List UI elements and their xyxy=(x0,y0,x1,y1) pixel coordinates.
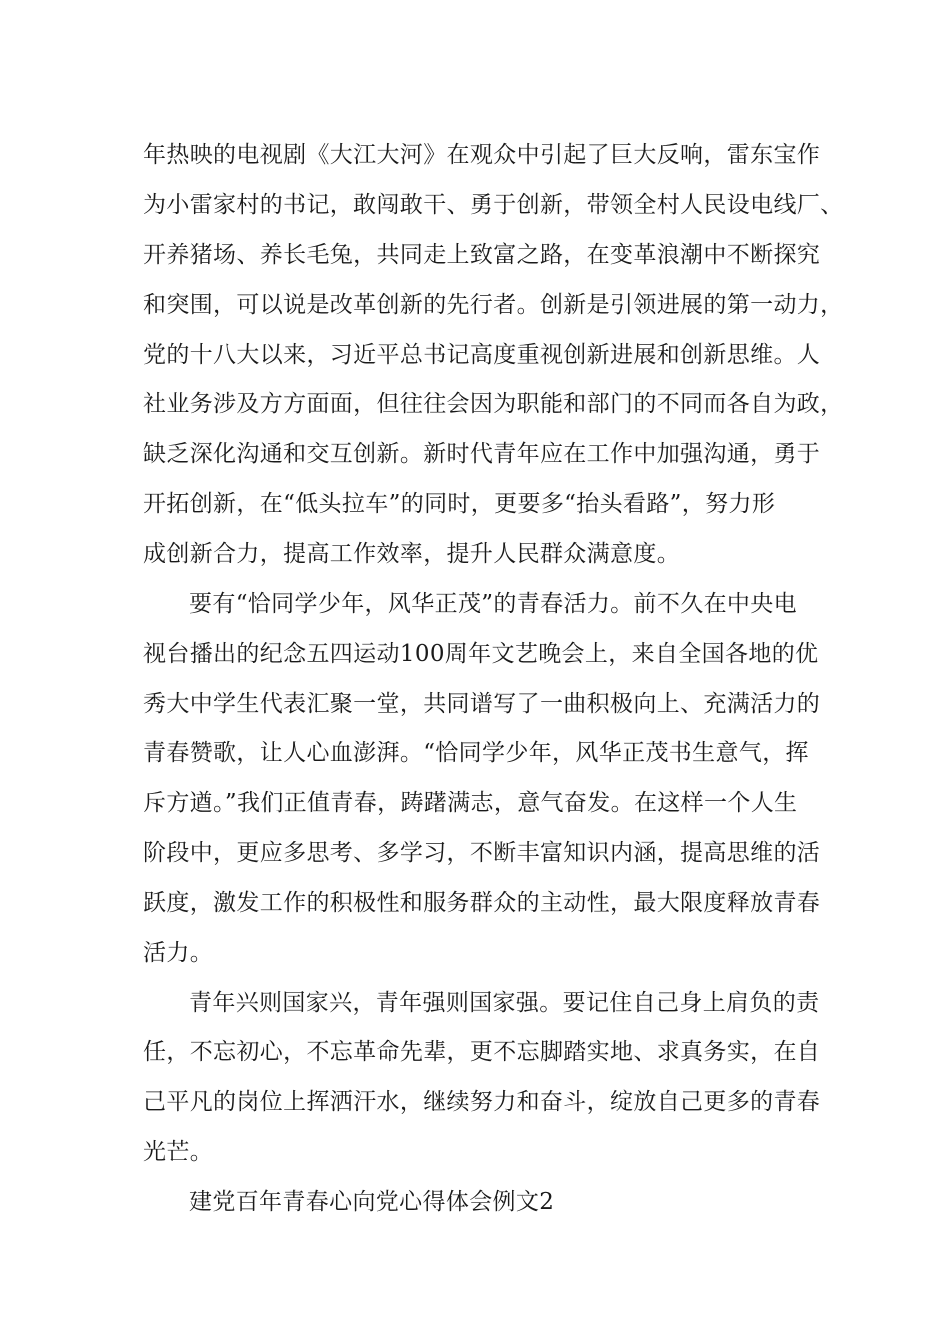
text-line: 任，不忘初心，不忘革命先辈，更不忘脚踏实地、求真务实，在自 xyxy=(143,1039,821,1065)
text-line: 年热映的电视剧《大江大河》在观众中引起了巨大反响，雷东宝作 xyxy=(143,142,821,168)
text-line: 缺乏深化沟通和交互创新。新时代青年应在工作中加强沟通，勇于 xyxy=(143,441,821,467)
section-heading: 建党百年青春心向党心得体会例文2 xyxy=(189,1189,555,1215)
text-line: 阶段中，更应多思考、多学习，不断丰富知识内涵，提高思维的活 xyxy=(143,840,821,866)
paragraph-first-line: 要有“恰同学少年，风华正茂”的青春活力。前不久在中央电 xyxy=(189,591,797,617)
paragraph-first-line: 青年兴则国家兴，青年强则国家强。要记住自己身上肩负的责 xyxy=(189,990,820,1016)
text-line: 党的十八大以来，习近平总书记高度重视创新进展和创新思维。人 xyxy=(143,342,821,368)
text-line: 开养猪场、养长毛兔，共同走上致富之路，在变革浪潮中不断探究 xyxy=(143,242,821,268)
text-line: 斥方遒。”我们正值青春，踌躇满志，意气奋发。在这样一个人生 xyxy=(143,790,798,816)
text-line: 成创新合力，提高工作效率，提升人民群众满意度。 xyxy=(143,541,681,567)
text-line: 社业务涉及方方面面，但往往会因为职能和部门的不同而各自为政， xyxy=(143,391,844,417)
text-line: 跃度，激发工作的积极性和服务群众的主动性，最大限度释放青春 xyxy=(143,890,821,916)
text-line: 己平凡的岗位上挥洒汗水，继续努力和奋斗，绽放自己更多的青春 xyxy=(143,1089,821,1115)
text-line: 青春赞歌，让人心血澎湃。“恰同学少年，风华正茂书生意气，挥 xyxy=(143,740,809,766)
text-line: 活力。 xyxy=(143,940,214,966)
text-line: 视台播出的纪念五四运动100周年文艺晚会上，来自全国各地的优 xyxy=(143,641,819,667)
text-line: 秀大中学生代表汇聚一堂，共同谱写了一曲积极向上、充满活力的 xyxy=(143,691,821,717)
text-line: 光芒。 xyxy=(143,1139,214,1165)
text-line: 开拓创新，在“低头拉车”的同时，更要多“抬头看路”，努力形 xyxy=(143,491,776,517)
text-line: 为小雷家村的书记，敢闯敢干、勇于创新，带领全村人民设电线厂、 xyxy=(143,192,844,218)
text-line: 和突围，可以说是改革创新的先行者。创新是引领进展的第一动力， xyxy=(143,292,844,318)
